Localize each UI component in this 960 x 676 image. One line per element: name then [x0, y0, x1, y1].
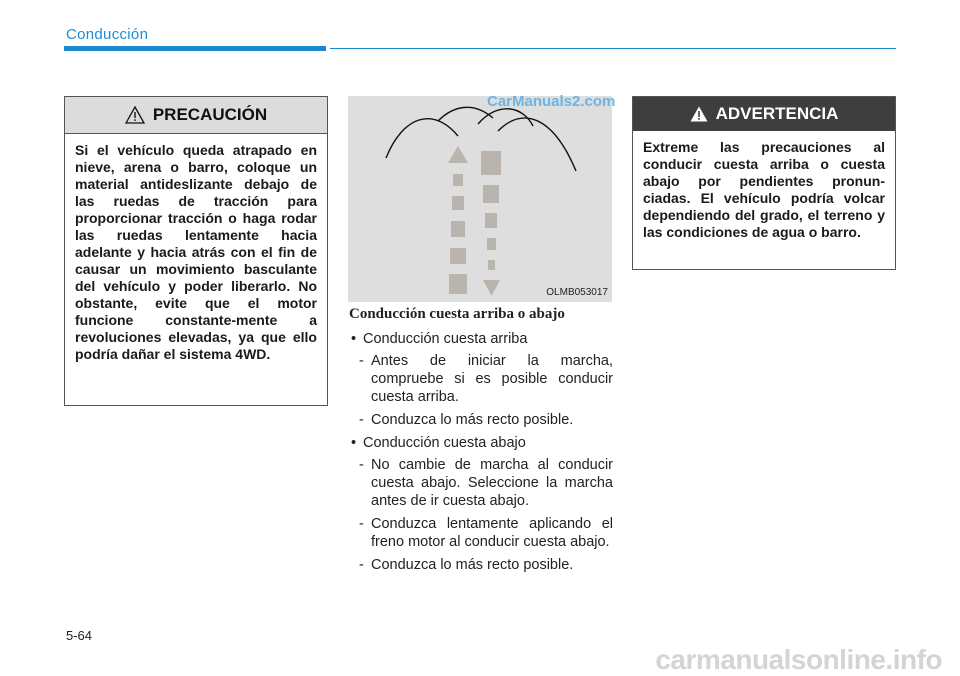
warning-box [632, 96, 896, 270]
caution-title: PRECAUCIÓN [152, 105, 268, 124]
page-number: 5-64 [66, 628, 93, 643]
list-item: - Conduzca lo más recto posible. [359, 412, 574, 428]
bullet-uphill: • Conducción cuesta arriba [349, 330, 613, 348]
warning-triangle-icon [690, 106, 708, 122]
caution-header [65, 97, 327, 134]
list-item: - Conduzca lentamente aplicando el freno motor al conducir cuesta abajo. [359, 516, 613, 550]
watermark: CarManuals2.com [487, 93, 616, 110]
list-item: - No cambie de marcha al conducir cuesta abajo. Seleccione la marcha antes de ir cuesta abajo. [359, 457, 613, 509]
bullet-downhill: • Conducción cuesta abajo [349, 434, 613, 452]
list-item: - Antes de iniciar la marcha, compruebe si es posible conducir cuesta arriba. [359, 353, 613, 405]
downhill-arrow-icon [481, 151, 501, 296]
figure-caption: Conducción cuesta arriba o abajo [349, 306, 565, 322]
warning-title: ADVERTENCIA [715, 104, 839, 123]
warning-triangle-icon [125, 106, 145, 124]
list-item: - Conduzca lo más recto posible. [359, 557, 574, 573]
hill-arrows-diagram [348, 96, 612, 302]
uphill-arrow-icon [448, 146, 468, 294]
header-rule-thick [64, 46, 326, 51]
caution-body: Si el vehículo queda atrapado en nieve, arena o barro, coloque un material antideslizante debajo de las ruedas de tracción para proporcionar tracción o haga rodar las ruedas lentamente hacia adelante y hacia atrás con el fin de causar un movimiento basculante del vehículo y poder liberarlo. No obstante, evite que el motor funcione constante-mente a revoluciones elevadas, ya que ello podría dañar el sistema 4WD. [75, 142, 317, 362]
header-rule-thin [330, 48, 896, 49]
slope-illustration [348, 96, 612, 302]
caution-box [64, 96, 328, 406]
warning-body: Extreme las precauciones al conducir cuesta arriba o cuesta abajo por pendientes pronun-ciadas. El vehículo podría volcar dependiendo del grado, el terreno y las condiciones de agua o barro. [643, 139, 885, 240]
figure-code: OLMB053017 [546, 287, 608, 298]
section-title: Conducción [66, 26, 149, 43]
driving-instructions [349, 330, 613, 579]
footer-watermark: carmanualsonline.info [655, 644, 942, 675]
warning-header [633, 97, 895, 131]
